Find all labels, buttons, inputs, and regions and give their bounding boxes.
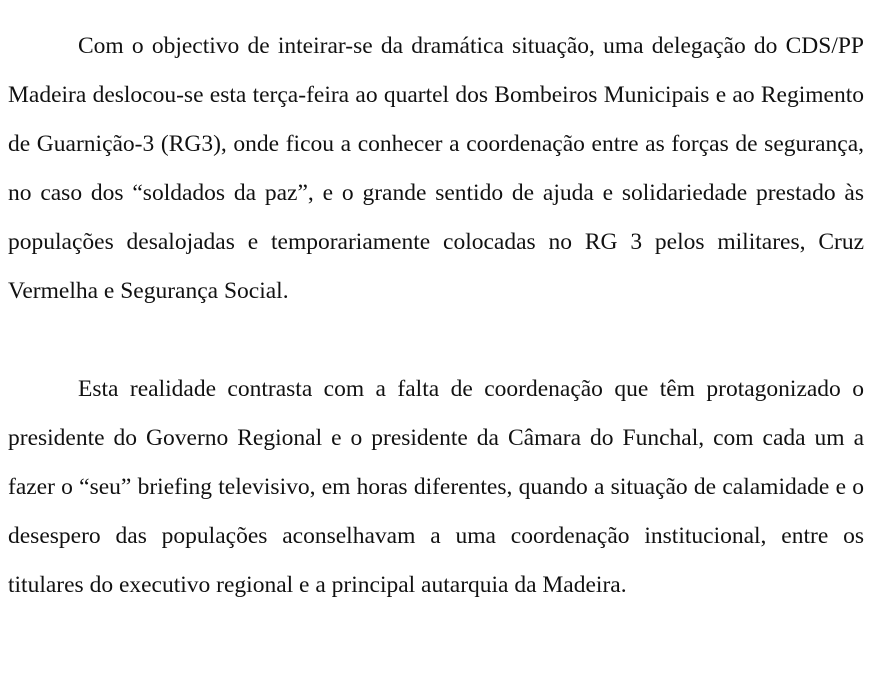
paragraph: Esta realidade contrasta com a falta de coordenação que têm protagonizado o presidente do Governo Regional e o presidente da Câmara do Funchal, com cada um a fazer o “seu” briefing televisivo, em horas diferentes, quando a situação de calamidade e o desespero das populações aconselhavam a uma coordenação institucional, entre os titulares do executivo regional e a principal autarquia da Madeira. [8,376,864,598]
paragraph: Com o objectivo de inteirar-se da dramática situação, uma delegação do CDS/PP Madeira deslocou-se esta terça-feira ao quartel dos Bombeiros Municipais e ao Regimento de Guarnição-3 (RG3), onde ficou a conhecer a coordenação entre as forças de segurança, no caso dos “soldados da paz”, e o grande sentido de ajuda e solidariedade prestado às populações desalojadas e temporariamente colocadas no RG 3 pelos militares, Cruz Vermelha e Segurança Social. [8,33,864,304]
document-body [8,22,864,610]
